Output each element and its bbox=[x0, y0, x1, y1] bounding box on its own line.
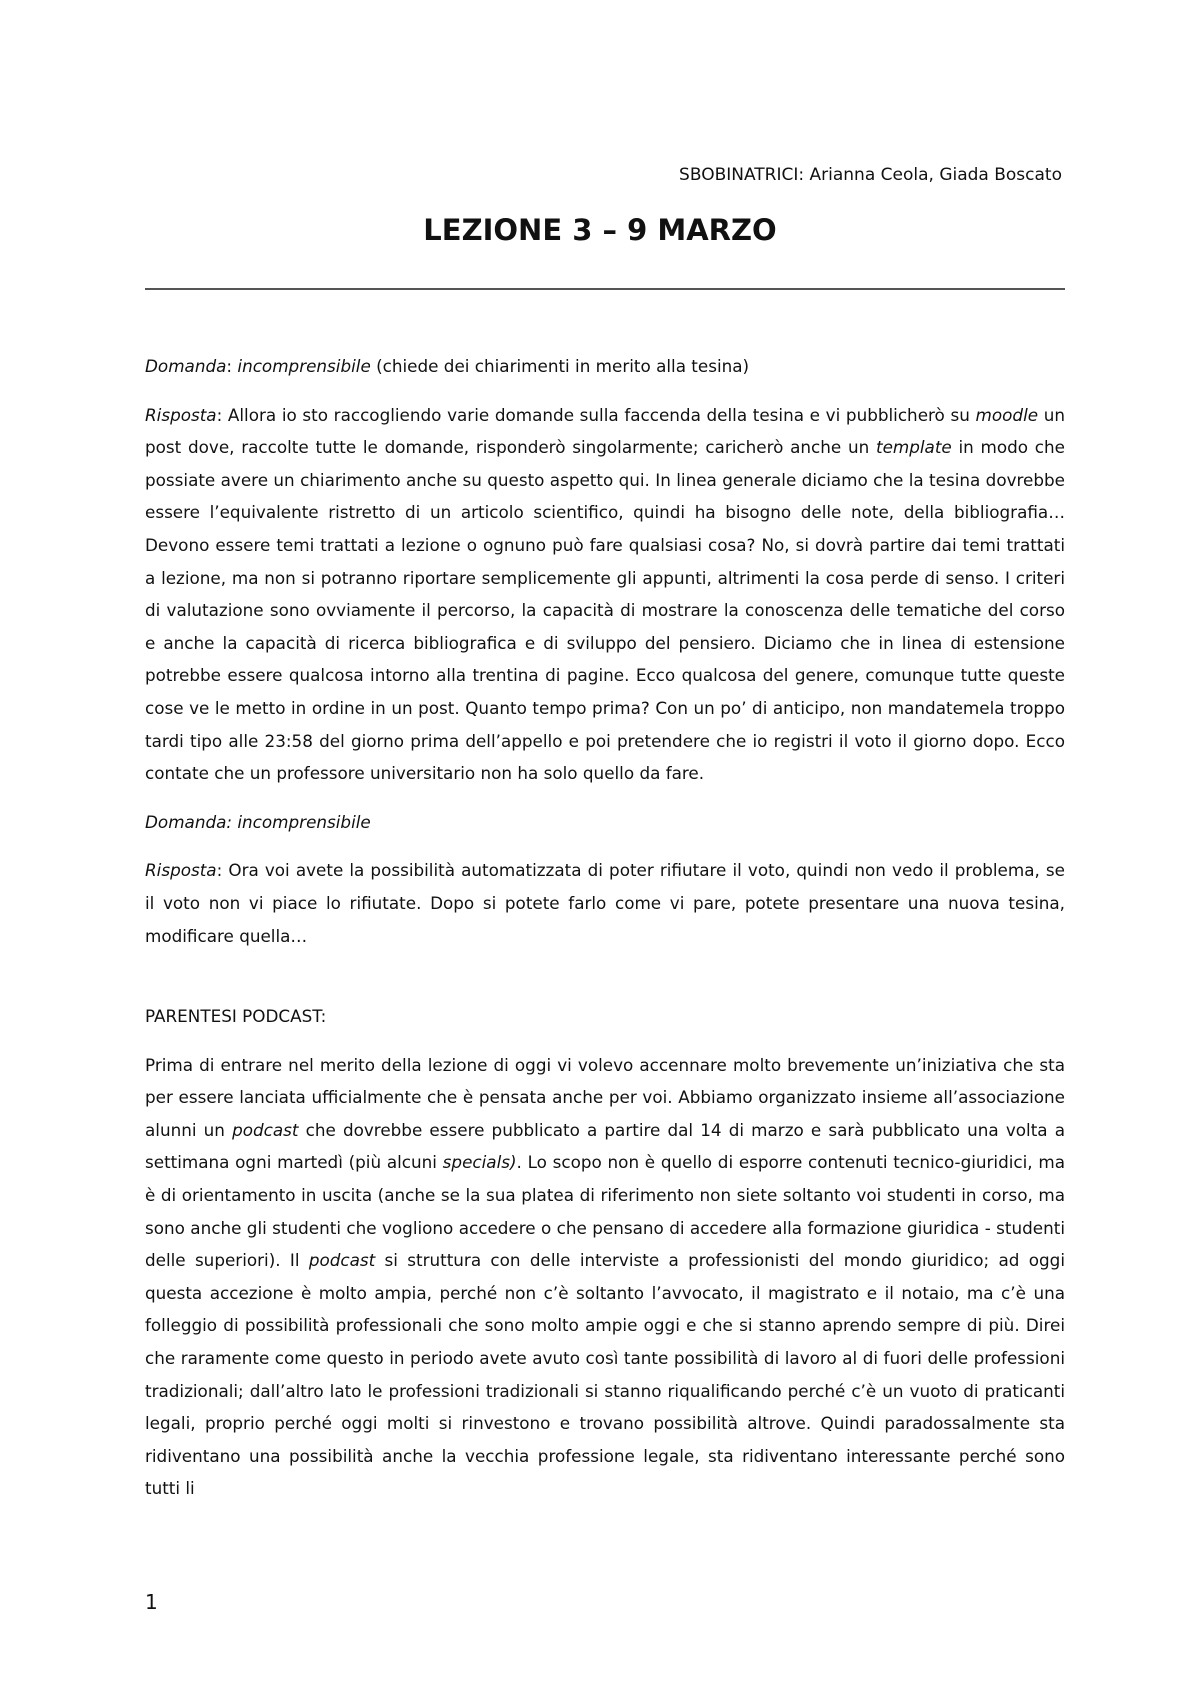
podcast-text-4: si struttura con delle interviste a professionisti del mondo giuridico; ad oggi questa accezione è molto ampia, perché non c’è soltanto l’avvocato, il magistrato e il notaio, ma c’è una folleggio di possibilità professionali che sono molto ampie oggi e che si stanno aprendo sempre di più. Direi che raramente come questo in periodo avete avuto così tante possibilità di lavoro al di fuori delle professioni tradizionali; dall’altro lato le professioni tradizionali si stanno riqualificando perché c’è un vuoto di praticanti legali, proprio perché oggi molti si rinvestono e trovano possibilità altrove. Quindi paradossalmente sta ridiventano una possibilità anche la vecchia professione legale, sta ridiventano interessante perché sono tutti li bbox=[145, 1250, 1065, 1499]
question-colon: : bbox=[226, 356, 238, 376]
document-body bbox=[145, 350, 1065, 1521]
podcast-italic-3: podcast bbox=[308, 1250, 376, 1271]
answer-text-1: : Allora io sto raccogliendo varie domande sulla faccenda della tesina e vi pubblicherò su bbox=[216, 404, 976, 425]
answer-text-2: un post dove, raccolte tutte le domande, risponderò singolarmente; caricherò anche un bbox=[145, 404, 1065, 458]
authors-line: SBOBINATRICI: Arianna Ceola, Giada Boscato bbox=[679, 165, 1062, 185]
answer-italic-moodle: moodle bbox=[975, 404, 1039, 425]
question-rest: (chiede dei chiarimenti in merito alla tesina) bbox=[370, 356, 750, 376]
lesson-title: LEZIONE 3 – 9 MARZO bbox=[423, 213, 777, 247]
answer-2-label: Risposta bbox=[145, 860, 217, 881]
podcast-italic-1: podcast bbox=[232, 1119, 299, 1140]
podcast-paragraph bbox=[145, 1049, 1065, 1505]
answer-text-3: in modo che possiate avere un chiarimento anche su questo aspetto qui. In linea generale diciamo che la tesina dovrebbe essere l’equivalente ristretto di un articolo scientifico, quindi ha bisogno delle note, della bibliografia… Devono essere temi trattati a lezione o ognuno può fare qualsiasi cosa? No, si dovrà partire dai temi trattati a lezione, ma non si potranno riportare semplicemente gli appunti, altrimenti la cosa perde di senso. I criteri di valutazione sono ovviamente il percorso, la capacità di mostrare la conoscenza delle tematiche del corso e anche la capacità di ricerca bibliografica e di sviluppo del pensiero. Diciamo che in linea di estensione potrebbe essere qualcosa intorno alla trentina di pagine. Ecco qualcosa del genere, comunque tutte queste cose ve le metto in ordine in un post. Quanto tempo prima? Con un po’ di anticipo, non mandatemela troppo tardi tipo alle 23:58 del giorno prima dell’appello e poi pretendere che io registri il voto il giorno dopo. Ecco contate che un professore universitario non ha solo quello da fare. bbox=[145, 437, 1065, 784]
podcast-text-2: che dovrebbe essere pubblicato a partire dal 14 di marzo e sarà pubblicato una volta a settimana ogni martedì (più alcuni bbox=[145, 1119, 1065, 1173]
podcast-italic-2: specials) bbox=[442, 1152, 517, 1173]
title-divider bbox=[145, 288, 1065, 290]
answer-2 bbox=[145, 854, 1065, 952]
answer-italic-template: template bbox=[875, 437, 952, 458]
answer-2-text: : Ora voi avete la possibilità automatizzata di poter rifiutare il voto, quindi non vedo il problema, se il voto non vi piace lo rifiutate. Dopo si potete farlo come vi pare, potete presentare una nuova tesina, modificare quella… bbox=[145, 860, 1065, 946]
question-italic: incomprensibile bbox=[237, 356, 371, 376]
page-number: 1 bbox=[145, 1590, 158, 1614]
podcast-text-3: . Lo scopo non è quello di esporre contenuti tecnico-giuridici, ma è di orientamento in uscita (anche se la sua platea di riferimento non siete soltanto voi studenti in corso, ma sono anche gli studenti che vogliono accedere o che pensano di accedere alla formazione giuridica - studenti delle superiori). Il bbox=[145, 1152, 1065, 1271]
answer-1 bbox=[145, 399, 1065, 790]
podcast-text-1: Prima di entrare nel merito della lezione di oggi vi volevo accennare molto brevemente un’iniziativa che sta per essere lanciata ufficialmente che è pensata anche per voi. Abbiamo organizzato insieme all’associazione alunni un bbox=[145, 1054, 1065, 1140]
podcast-heading: PARENTESI PODCAST: bbox=[145, 1006, 327, 1027]
question-1 bbox=[145, 350, 1065, 383]
question-label: Domanda bbox=[145, 356, 227, 376]
answer-label: Risposta bbox=[145, 404, 217, 425]
question-2-text: Domanda: incomprensibile bbox=[145, 811, 371, 832]
question-2 bbox=[145, 806, 1065, 839]
